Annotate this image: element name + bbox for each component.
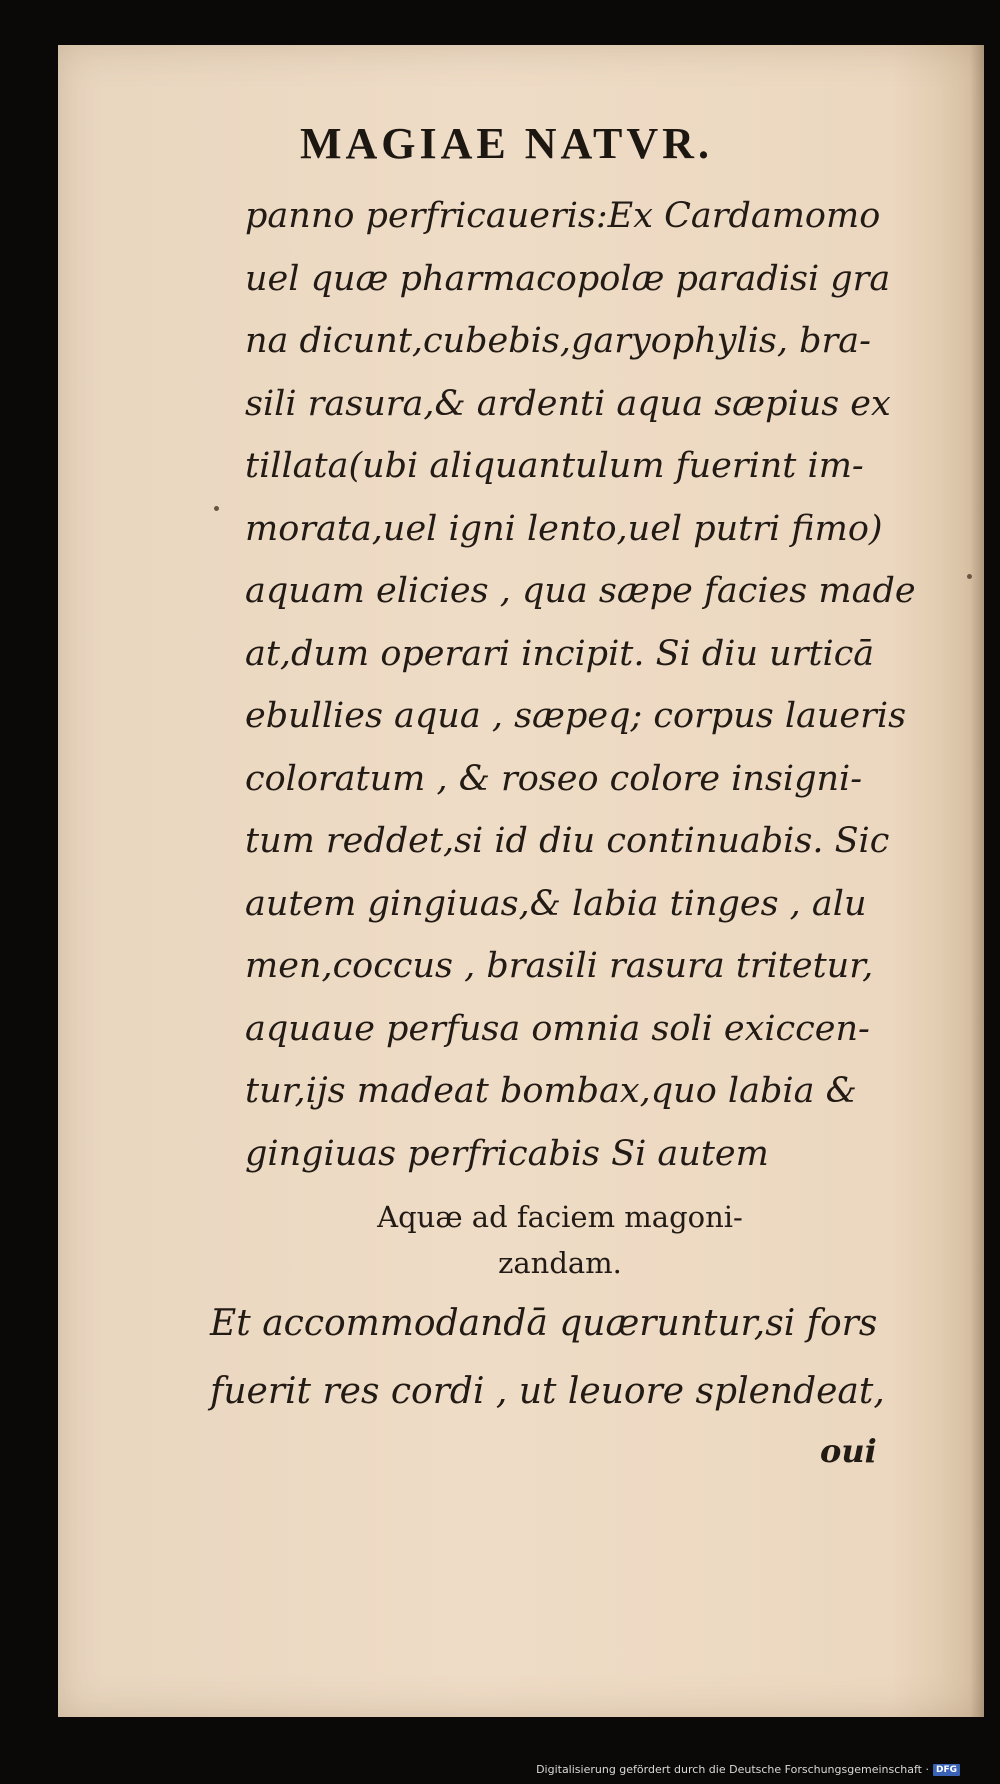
heading-line: zandam. <box>498 1246 622 1280</box>
text-line: aquam elicies , qua sæpe facies made <box>245 571 916 611</box>
text-line: men,coccus , brasili rasura tritetur, <box>245 946 874 986</box>
body-text-block-2 <box>210 1290 930 1426</box>
body-text-block <box>245 185 935 1185</box>
ink-speck <box>967 574 972 579</box>
text-line: panno perfricaueris:Ex Cardamomo <box>245 196 881 236</box>
text-line: ebullies aqua , sæpeq; corpus laueris <box>245 696 907 736</box>
catchword: oui <box>820 1432 877 1470</box>
text-line: Et accommodandā quæruntur,si fors <box>210 1303 878 1344</box>
text-line: fuerit res cordi , ut leuore splendeat, <box>210 1371 885 1412</box>
ink-speck <box>214 506 219 511</box>
text-line: uel quæ pharmacopolæ paradisi gra <box>245 258 891 299</box>
text-line: autem gingiuas,& labia tinges , alu <box>245 883 867 924</box>
text-line: gingiuas perfricabis Si autem <box>245 1133 769 1174</box>
heading-line: Aquæ ad faciem magoni- <box>377 1200 743 1234</box>
digitization-credit <box>536 1763 960 1776</box>
text-line: morata,uel igni lento,uel putri fimo) <box>245 508 883 549</box>
text-line: aquaue perfusa omnia soli exiccen- <box>245 1008 870 1049</box>
text-line: tur,ijs madeat bombax,quo labia & <box>245 1071 857 1111</box>
text-line: coloratum , & roseo colore insigni- <box>245 758 863 799</box>
page-edge-shadow <box>970 45 984 1717</box>
text-line: at,dum operari incipit. Si diu urticā <box>245 633 875 674</box>
text-line: sili rasura,& ardenti aqua sæpius ex <box>245 383 891 424</box>
text-line: tillata(ubi aliquantulum fuerint im- <box>245 446 864 486</box>
text-line: na dicunt,cubebis,garyophylis, bra- <box>245 321 871 361</box>
text-line: tum reddet,si id diu continuabis. Sic <box>245 821 890 861</box>
credit-text: Digitalisierung gefördert durch die Deutsche Forschungsgemeinschaft · <box>536 1763 929 1776</box>
dfg-logo-icon: DFG <box>933 1764 960 1776</box>
running-head: MAGIAE NATVR. <box>300 119 713 168</box>
section-heading <box>300 1194 820 1286</box>
